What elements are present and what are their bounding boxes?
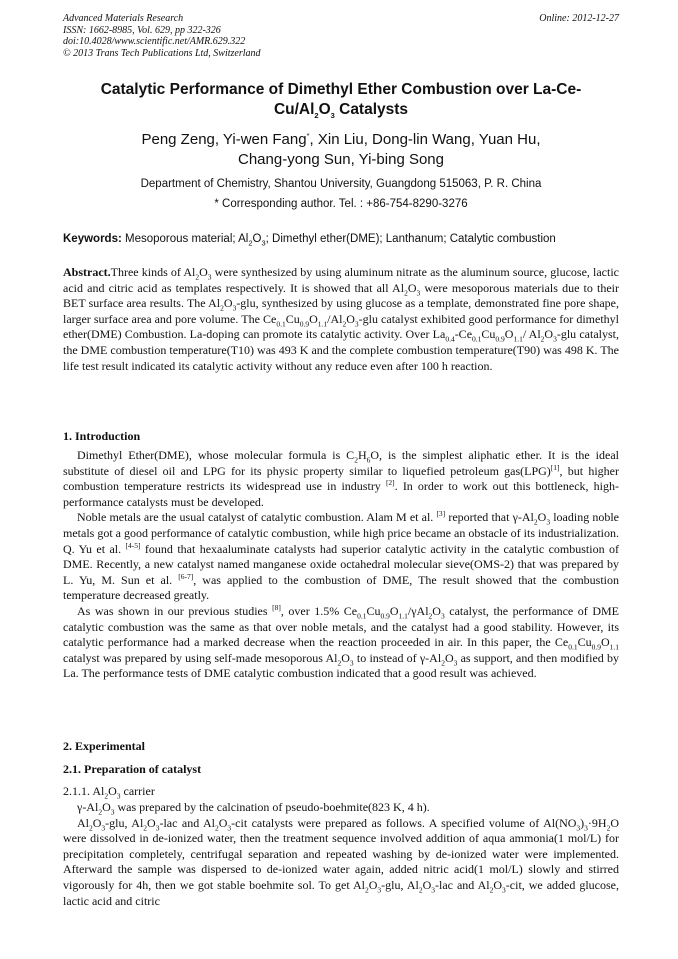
section-introduction: 1. Introduction — [63, 429, 141, 443]
experimental-body — [63, 800, 619, 909]
copyright-line: © 2013 Trans Tech Publications Ltd, Switzerland — [63, 47, 261, 59]
affiliation: Department of Chemistry, Shantou University, Guangdong 515063, P. R. China — [140, 178, 542, 190]
introduction-body — [63, 448, 619, 682]
intro-paragraph-2: Noble metals are the usual catalyst of catalytic combustion. Alam M et al. [3] reported that $\gamma-Al_2O_3$ loading noble metals got a good performance of catalytic combustion, while high price became an obstacle of its industrialization. Q. Yu et al. [4-5] found that hexaaluminate catalysts had superior catalytic activity in the catalytic combustion of DME. Recently, a new catalyst named manganese oxide octahedral molecular sieve(OMS-2) that was prepared by L. Yu, M. Sun et al. [6-7], was applied to the combustion of DME, The result showed that the combustion temperature decreased greatly. — [63, 509, 620, 603]
title-line-1: Catalytic Performance of Dimethyl Ether Combustion over La-Ce- — [100, 81, 582, 98]
corresponding-mark: * — [306, 131, 310, 140]
keywords-label: Keywords: — [63, 233, 122, 245]
online-date: Online: 2012-12-27 — [539, 13, 619, 24]
authors-line-2: Chang-yong Sun, Yi-bing Song — [238, 151, 444, 168]
exp-paragraph-1: $\gamma-Al_2O_3$ was prepared by the calcination of pseudo-boehmite(823 K, 4 h). — [77, 800, 430, 817]
doi-line: doi:10.4028/www.scientific.net/AMR.629.322 — [63, 36, 246, 47]
authors-line-1: Peng Zeng, Yi-wen Fang*, Xin Liu, Dong-lin Wang, Yuan Hu, — [141, 131, 541, 148]
abstract: Abstract.Three kinds of $Al_2O_3$ were synthesized by using aluminum nitrate as the aluminum source, glucose, lactic acid and citric acid as templates respectively. It is showed that all $Al_2O_3$ were mesoporous materials due to their BET surface area results. The $Al_2O_3$-glu, synthesized by using glucose as a template, demonstrated fine pore shape, larger surface area and pore volume. The $Ce_{0.1}Cu_{0.9}O_{1.1}/Al_2O_3$-glu catalyst exhibited good performance for dimethyl ether(DME) Combustion. La-doping can promote its catalytic activity. Over $La_{0.4}-Ce_{0.1}Cu_{0.9}O_{1.1}/$ $Al_2O_3$-glu catalyst, the DME combustion temperature(T10) was 493 K and the complete combustion temperature(T90) was 498 K. The life test result indicated its catalytic activity without any reduce even after 100 h reaction. — [63, 265, 619, 373]
journal-name: Advanced Materials Research — [63, 13, 184, 24]
exp-paragraph-2: $Al_2O_3$-glu, $Al_2O_3$-lac and $Al_2O_3$-cit catalysts were prepared as follows. A specified volume of $Al(NO_3)_3\cdot 9H_2O$ were dissolved in de-ionized water, then the treatment sequence involved addition of aqua ammonia(1 mol/L) for precipitation completely, centrifugal separation and repeated washing by de-ionized water were implemented. Afterward the sample was dispersed to de-ionized water again, added nitric acid(1 mol/L) slowly and stirred vigorously for 4h, then we got stable boehmite sol. To get $Al_2O_3$-glu, $Al_2O_3$-lac and $Al_2O_3$-cit, we added glucose, lactic acid and citric — [63, 815, 620, 908]
keywords: Keywords: Mesoporous material; $Al_2O_3$; Dimethyl ether(DME); Lanthanum; Catalytic combustion — [63, 233, 556, 248]
paper-title — [63, 80, 619, 120]
subsection-preparation: 2.1. Preparation of catalyst — [63, 762, 202, 776]
journal-header — [63, 13, 619, 59]
subsubsection-carrier: 2.1.1. $Al_2O_3$ carrier — [63, 784, 155, 801]
intro-paragraph-3: As was shown in our previous studies [8], over 1.5% $Ce_{0.1}Cu_{0.9}O_{1.1}/\gamma Al_2O_3$ catalyst, the performance of DME catalytic combustion was the same as that over noble metals, and the catalyst had a good stability. However, its catalytic performance had a marked decrease when the reaction proceeded in air. In this paper, the $Ce_{0.1}Cu_{0.9}O_{1.1}$ catalyst was prepared by using self-made mesoporous $Al_2O_3$ to instead of $\gamma-Al_2O_3$ as support, and then modified by La. The performance tests of DME catalytic combustion indicated that a good result was achieved. — [63, 602, 620, 681]
title-line-2: $Cu/Al_2O_3$ Catalysts — [273, 101, 409, 121]
author-list — [63, 130, 619, 170]
corresponding-author: * Corresponding author. Tel. : +86-754-8290-3276 — [214, 198, 468, 210]
abstract-label: Abstract. — [63, 265, 111, 279]
intro-paragraph-1: Dimethyl Ether(DME), whose molecular formula is $C_2H_6O$, is the simplest aliphatic ether. It is the ideal substitute of diesel oil and LPG for its physic property similar to liquefied petroleum gas(LPG)[1], but higher combustion temperature restricts its widespread use in industry [2]. In order to work out this bottleneck, high-performance catalysts must be developed. — [63, 448, 619, 509]
section-experimental: 2. Experimental — [63, 739, 145, 753]
issn-line: ISSN: 1662-8985, Vol. 629, pp 322-326 — [63, 24, 221, 36]
